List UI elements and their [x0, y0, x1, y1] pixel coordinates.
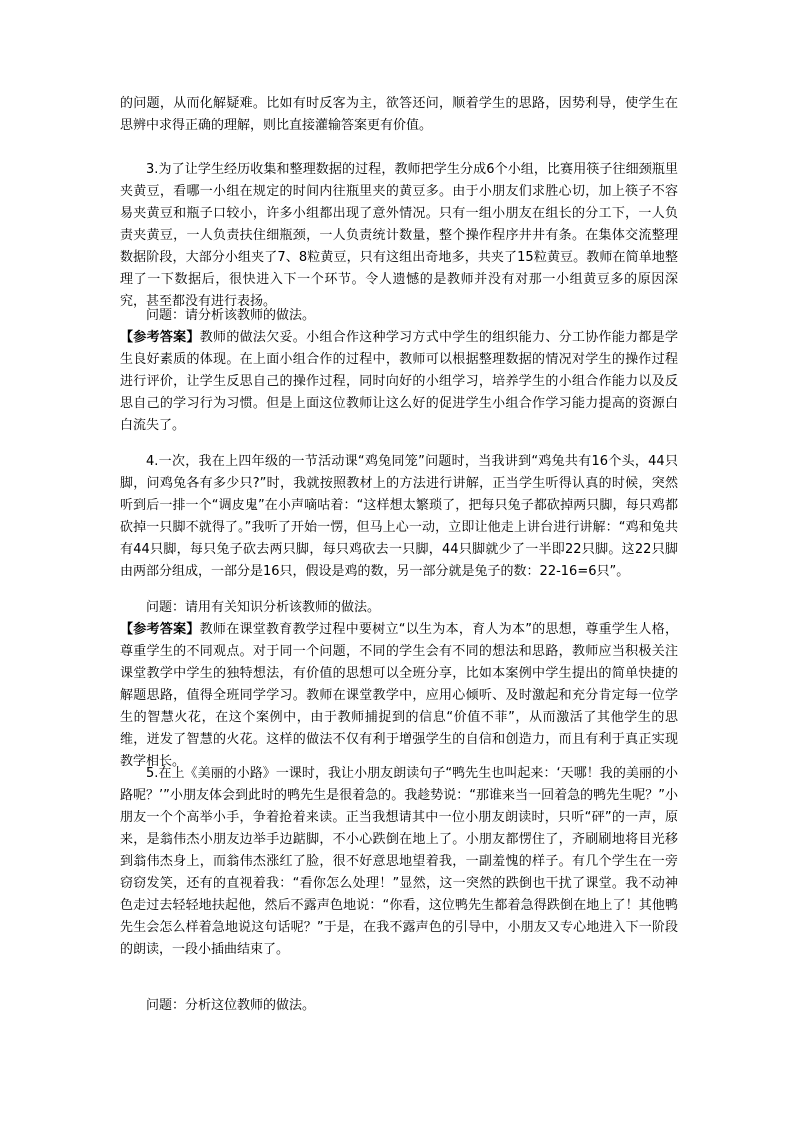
case-5-question: 问题：分析这位教师的做法。 — [146, 998, 316, 1013]
answer-label: 【参考答案】 — [120, 330, 200, 345]
case-5-paragraph: 5.在上《美丽的小路》一课时，我让小朋友朗读句子“鸭先生也叫起来：‘天哪！我的美丽的小路呢？’”小朋友体会到此时的鸭先生是很着急的。我趁势说：“那谁来当一回着急的鸭先生呢？”小朋友一个个高举小手，争着抢着来读。正当我想请其中一位小朋友朗读时，只听“砰”的一声，原来，是翁伟杰小朋友边举手边踮脚，不小心跌倒在地上了。小朋友都愣住了，齐刷刷地将目光移到翁伟杰身上，而翁伟杰涨红了脸，很不好意思地望着我，一副羞愧的样子。有几个学生在一旁窃窃发笑，还有的直视着我：“看你怎么处理！”显然，这一突然的跌倒也干扰了课堂。我不动神色走过去轻轻地扶起他，然后不露声色地说：“你看，这位鸭先生都着急得跌倒在地上了！其他鸭先生会怎么样着急地说这句话呢？”于是，在我不露声色的引导中，小朋友又专心地进入下一阶段的朗读，一段小插曲结束了。 — [120, 766, 678, 957]
case-4-paragraph: 4.一次，我在上四年级的一节活动课“鸡兔同笼”问题时，当我讲到“鸡兔共有16个头，44只脚，问鸡兔各有多少只?”时，我就按照教材上的方法进行讲解，正当学生听得认真的时候，突然听到后一排一个“调皮鬼”在小声嘀咕着：“这样想太繁琐了，把每只兔子都砍掉两只脚，每只鸡都砍掉一只脚不就得了。”我听了开始一愣，但马上心一动，立即让他走上讲台进行讲解：“鸡和兔共有44只脚，每只兔子砍去两只脚，每只鸡砍去一只脚，44只脚就少了一半即22只脚。这22只脚由两部分组成，一部分是16只，假设是鸡的数，另一部分就是兔子的数：22-16=6只”。 — [120, 454, 678, 579]
paragraph-continuation: 的问题，从而化解疑难。比如有时反客为主，欲答还问，顺着学生的思路，因势利导，使学生在思辨中求得正确的理解，则比直接灌输答案更有价值。 — [120, 96, 678, 133]
case-3-question: 问题：请分析该教师的做法。 — [146, 308, 316, 323]
case-3-paragraph: 3.为了让学生经历收集和整理数据的过程，教师把学生分成6个小组，比赛用筷子往细颈瓶里夹黄豆，看哪一小组在规定的时间内往瓶里夹的黄豆多。由于小朋友们求胜心切，加上筷子不容易夹黄豆和瓶子口较小，许多小组都出现了意外情况。只有一组小朋友在组长的分工下，一人负责夹黄豆，一人负责扶住细瓶颈，一人负责统计数量，整个操作程序井井有条。在集体交流整理数据阶段，大部分小组夹了7、8粒黄豆，只有这组出奇地多，共夹了15粒黄豆。教师在简单地整理了一下数据后，很快进入下一个环节。令人遗憾的是教师并没有对那一小组黄豆多的原因深究，甚至都没有进行表扬。 — [120, 162, 678, 309]
case-4-answer: 【参考答案】教师在课堂教育教学过程中要树立“以生为本，育人为本”的思想，尊重学生人格，尊重学生的不同观点。对于同一个问题，不同的学生会有不同的想法和思路，教师应当积极关注课堂教学中学生的独特想法，有价值的思想可以全班分享，比如本案例中学生提出的简单快捷的解题思路，值得全班同学学习。教师在课堂教学中，应用心倾听、及时激起和充分肯定每一位学生的智慧火花，在这个案例中，由于教师捕捉到的信息“价值不菲”，从而激活了其他学生的思维，迸发了智慧的火花。这样的做法不仅有利于增强学生的自信和创造力，而且有利于真正实现教学相长。 — [120, 622, 678, 769]
case-4-question: 问题：请用有关知识分析该教师的做法。 — [146, 600, 381, 615]
answer-label: 【参考答案】 — [120, 622, 200, 637]
case-3-answer: 【参考答案】教师的做法欠妥。小组合作这种学习方式中学生的组织能力、分工协作能力都是学生良好素质的体现。在上面小组合作的过程中，教师可以根据整理数据的情况对学生的操作过程进行评价，让学生反思自己的操作过程，同时向好的小组学习，培养学生的小组合作能力以及反思自己的学习行为习惯。但是上面这位教师让这么好的促进学生小组合作学习能力提高的资源白白流失了。 — [120, 330, 678, 433]
